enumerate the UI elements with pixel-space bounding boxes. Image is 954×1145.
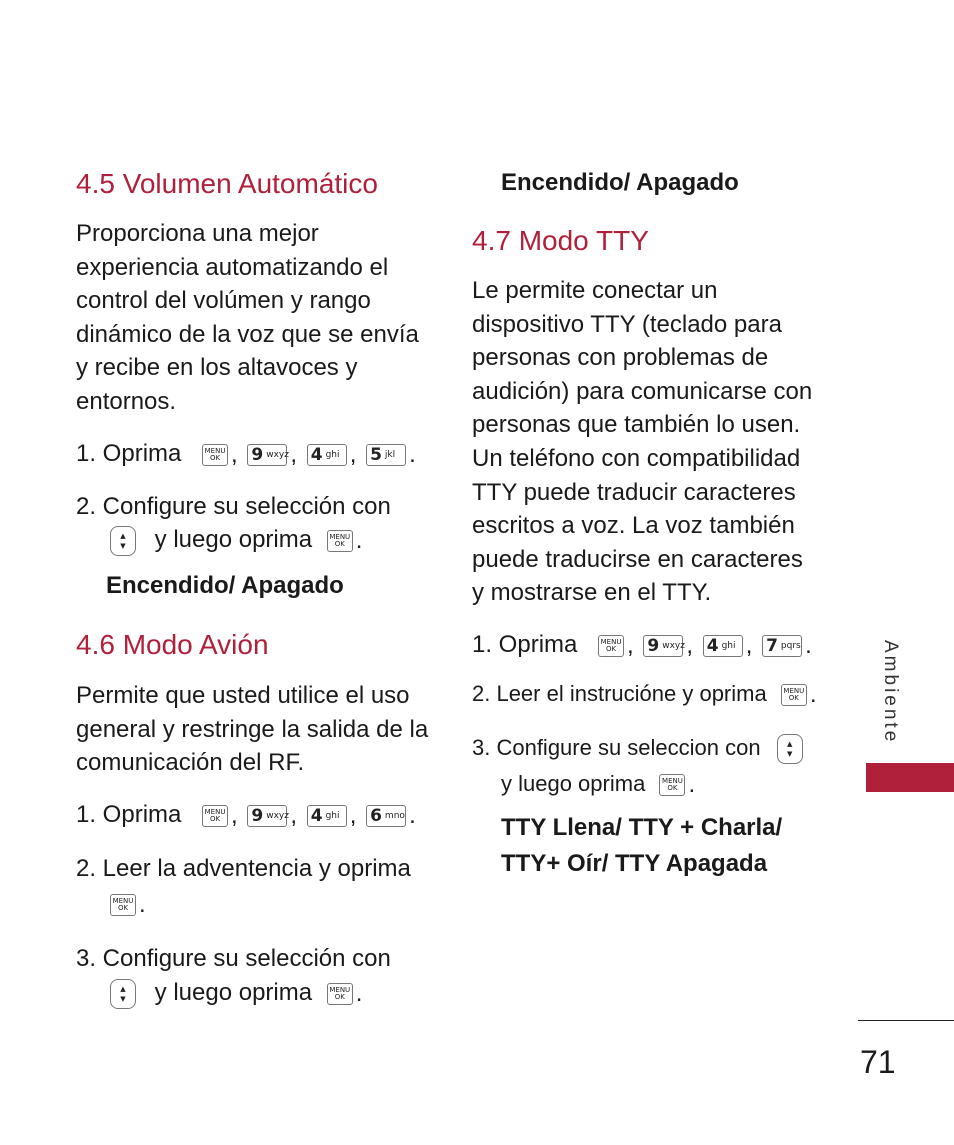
section-46-step-2-line1: 2. Leer la adventencia y oprima	[76, 855, 411, 882]
side-tab-label: Ambiente	[880, 640, 901, 745]
side-tab-marker	[866, 763, 954, 792]
key-4-icon: 4 ghi	[307, 805, 347, 827]
section-45-body: Proporciona una mejor experiencia automatizando el control del volúmen y rango dinámico de la voz que se envía y recibe en los altavoces y entornos.	[76, 220, 419, 415]
section-45-step-1: 1. Oprima MENU OK , 9 wxyz , 4 ghi , 5 jkl .	[76, 440, 416, 468]
key-4-icon: 4 ghi	[703, 635, 743, 657]
section-46-title: 4.6 Modo Avión	[76, 629, 269, 660]
key-4-icon: 4 ghi	[307, 444, 347, 466]
key-9-icon: 9 wxyz	[247, 805, 287, 827]
menu-ok-key-icon: MENU OK	[110, 894, 136, 916]
menu-ok-key-icon: MENU OK	[327, 983, 353, 1005]
page-number: 71	[860, 1044, 896, 1080]
menu-ok-key-icon: MENU OK	[327, 530, 353, 552]
nav-key-icon: ▲ ▼	[110, 526, 136, 556]
menu-ok-key-icon: MENU OK	[598, 635, 624, 657]
key-5-icon: 5 jkl	[366, 444, 406, 466]
menu-ok-key-icon: MENU OK	[202, 805, 228, 827]
section-47-options-line2: TTY+ Oír/ TTY Apagada	[501, 850, 768, 877]
section-46-step-3-line1: 3. Configure su selección con	[76, 945, 391, 972]
menu-ok-key-icon: MENU OK	[202, 444, 228, 466]
nav-key-icon: ▲ ▼	[110, 979, 136, 1009]
key-9-icon: 9 wxyz	[247, 444, 287, 466]
section-47-body: Le permite conectar un dispositivo TTY (teclado para personas con problemas de audición) para comunicarse con personas que también lo usen. Un teléfono con compatibilidad TTY puede traducir caracteres escritos a voz. La voz también puede traducirse en caracteres y mostrarse en el TTY.	[472, 277, 813, 607]
section-45-step-2-line1: 2. Configure su selección con	[76, 493, 391, 520]
nav-key-icon: ▲ ▼	[777, 734, 803, 764]
step-label: 1. Oprima	[76, 440, 182, 467]
section-47-step-1: 1. Oprima MENU OK , 9 wxyz , 4 ghi , 7 pqrs .	[472, 631, 812, 659]
section-46-step-1: 1. Oprima MENU OK , 9 wxyz , 4 ghi , 6 mno .	[76, 801, 416, 829]
right-top-options: Encendido/ Apagado	[501, 169, 739, 196]
key-7-icon: 7 pqrs	[762, 635, 802, 657]
section-47-step-3-line1: 3. Configure su seleccion con ▲ ▼	[472, 732, 803, 764]
menu-ok-key-icon: MENU OK	[659, 774, 685, 796]
section-45-options: Encendido/ Apagado	[106, 572, 344, 599]
section-47-options-line1: TTY Llena/ TTY + Charla/	[501, 814, 783, 841]
section-46-step-3-line2: ▲ ▼ y luego oprima MENU OK .	[110, 977, 365, 1010]
step-label: 1. Oprima	[76, 801, 182, 828]
section-47-step-3-line2: y luego oprima MENU OK .	[501, 771, 696, 799]
section-47-step-2: 2. Leer el instrucióne y oprima MENU OK .	[472, 681, 817, 709]
key-9-icon: 9 wxyz	[643, 635, 683, 657]
footer-rule	[858, 1020, 954, 1021]
step-label: 1. Oprima	[472, 631, 578, 658]
key-6-icon: 6 mno	[366, 805, 406, 827]
menu-ok-key-icon: MENU OK	[781, 684, 807, 706]
section-46-body: Permite que usted utilice el uso general y restringe la salida de la comunicación del RF.	[76, 682, 429, 777]
section-46-step-2-line2: MENU OK .	[110, 888, 149, 921]
section-47-title: 4.7 Modo TTY	[472, 225, 649, 256]
section-45-step-2-line2: ▲ ▼ y luego oprima MENU OK .	[110, 524, 365, 557]
section-45-title: 4.5 Volumen Automático	[76, 168, 378, 199]
